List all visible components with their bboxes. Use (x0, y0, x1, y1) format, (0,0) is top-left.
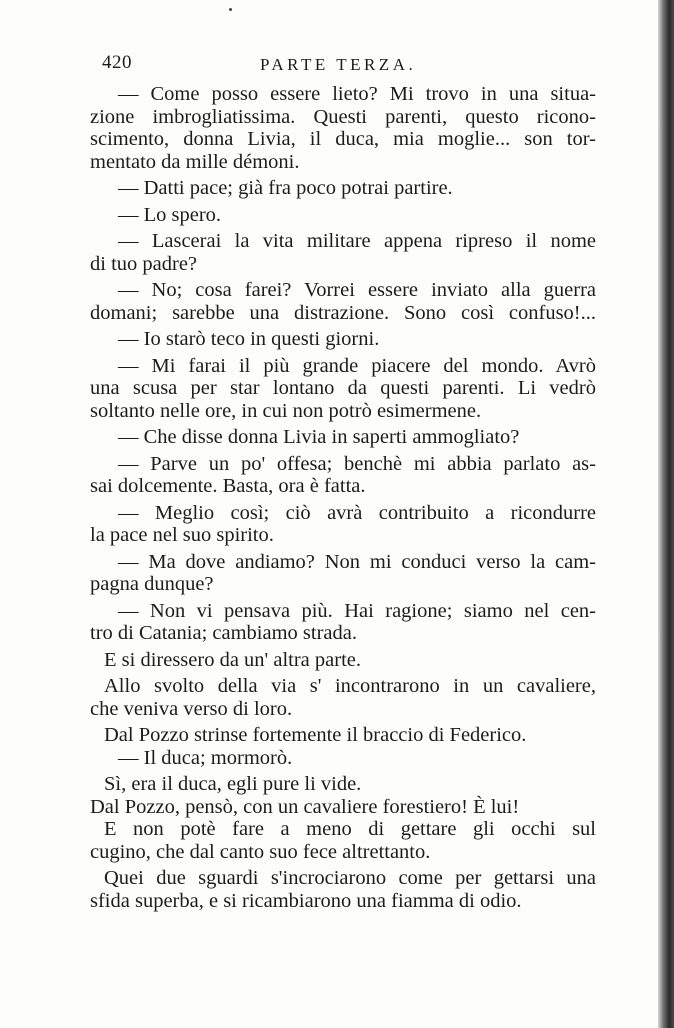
text-line: E si diressero da un' altra parte. (104, 648, 362, 671)
text-line: — Io starò teco in questi giorni. (118, 328, 380, 350)
text-line: pagna dunque? (90, 573, 214, 595)
text-line: Dal Pozzo strinse fortemente il braccio di Federico. (104, 724, 527, 746)
text-line: sai dolcemente. Basta, ora è fatta. (90, 475, 366, 497)
text-line: mentato da mille démoni. (90, 150, 300, 173)
body-text (90, 83, 596, 913)
text-line: tro di Catania; cambiamo strada. (90, 622, 357, 644)
text-line: una scusa per star lontano da questi parenti. Li vedrò (90, 377, 596, 399)
text-line: — Come posso essere lieto? Mi trovo in una situa- (118, 83, 596, 105)
text-line: — Il duca; mormorò. (118, 746, 293, 769)
text-line: — Ma dove andiamo? Non mi conduci verso la cam- (118, 550, 596, 573)
text-line: Dal Pozzo, pensò, con un cavaliere forestiero! È lui! (90, 795, 520, 818)
text-line: — Meglio così; ciò avrà contribuito a ricondurre (118, 501, 596, 524)
text-line: — Datti pace; già fra poco potrai partire. (118, 177, 453, 199)
text-line: — No; cosa farei? Vorrei essere inviato alla guerra (118, 279, 596, 301)
text-line: cugino, che dal canto suo fece altrettanto. (90, 840, 431, 863)
text-line: — Mi farai il più grande piacere del mondo. Avrò (118, 354, 596, 377)
text-line: Sì, era il duca, egli pure li vide. (104, 773, 362, 795)
running-head: PARTE TERZA. (260, 55, 417, 74)
page-number: 420 (102, 52, 132, 73)
paper-speck (229, 8, 232, 11)
text-line: che veniva verso di loro. (90, 697, 293, 720)
text-line: sfida superba, e si ricambiarono una fiamma di odio. (90, 889, 522, 912)
text-line: zione imbrogliatissima. Questi parenti, questo ricono- (90, 105, 596, 128)
text-line: domani; sarebbe una distrazione. Sono così confuso!... (90, 301, 596, 324)
text-line: Quei due sguardi s'incrociarono come per gettarsi una (104, 867, 596, 889)
text-line: — Che disse donna Livia in saperti ammogliato? (118, 426, 520, 448)
text-line: — Non vi pensava più. Hai ragione; siamo nel cen- (118, 599, 596, 622)
text-line: — Lascerai la vita militare appena ripreso il nome (118, 230, 596, 252)
text-line: la pace nel suo spirito. (90, 524, 274, 546)
page-binding-edge (658, 0, 674, 1028)
text-line: soltanto nelle ore, in cui non potrò esimermene. (90, 399, 482, 422)
text-line: Allo svolto della via s' incontrarono in un cavaliere, (104, 675, 596, 697)
text-line: — Lo spero. (118, 203, 222, 226)
text-line: scimento, donna Livia, il duca, mia moglie... son tor- (90, 128, 596, 150)
text-line: — Parve un po' offesa; benchè mi abbia parlato as- (118, 452, 596, 475)
page-header (102, 52, 582, 82)
text-line: E non potè fare a meno di gettare gli occhi sul (104, 818, 596, 840)
text-line: di tuo padre? (90, 252, 198, 275)
